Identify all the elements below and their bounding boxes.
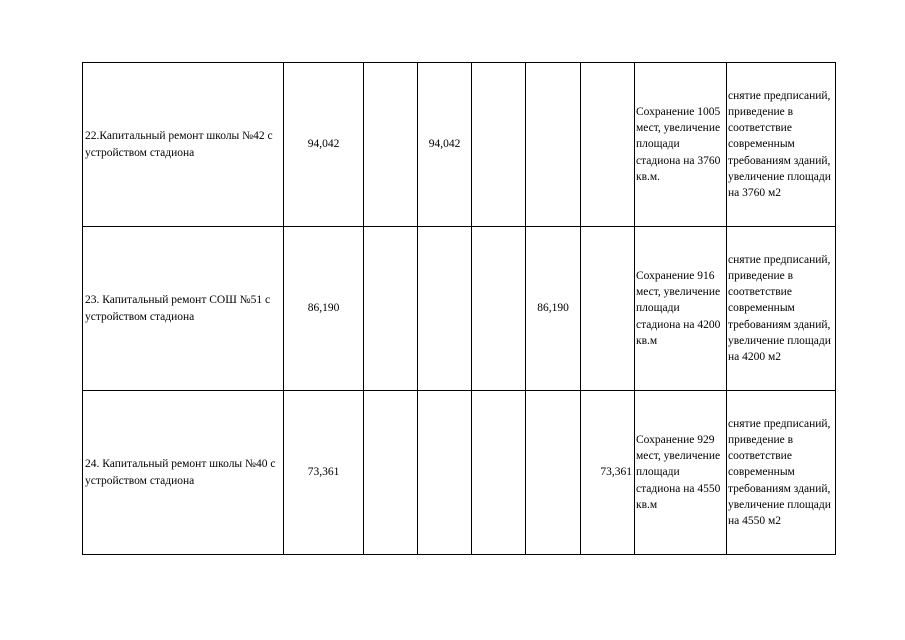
- program-table: [82, 62, 836, 555]
- row-name-cell: 23. Капитальный ремонт СОШ №51 с устройством стадиона: [83, 227, 284, 391]
- row-name-cell: 22.Капитальный ремонт школы №42 с устройством стадиона: [83, 63, 284, 227]
- row-col6-cell: [581, 63, 635, 227]
- row-col5-cell: 86,190: [526, 227, 581, 391]
- row-total-cell: 73,361: [284, 391, 364, 555]
- row-total-cell: 94,042: [284, 63, 364, 227]
- row-col3-cell: [418, 227, 472, 391]
- row-result-cell: Сохранение 1005 мест, увеличение площади стадиона на 3760 кв.м.: [635, 63, 727, 227]
- row-result-cell: Сохранение 916 мест, увеличение площади стадиона на 4200 кв.м: [635, 227, 727, 391]
- row-name-cell: 24. Капитальный ремонт школы №40 с устройством стадиона: [83, 391, 284, 555]
- row-purpose-cell: снятие предписаний, приведение в соответствие современным требованиям зданий, увеличение площади на 4550 м2: [727, 391, 836, 555]
- row-col2-cell: [364, 391, 418, 555]
- row-col6-cell: [581, 227, 635, 391]
- row-col4-cell: [472, 227, 526, 391]
- row-col4-cell: [472, 391, 526, 555]
- row-col4-cell: [472, 63, 526, 227]
- row-col3-cell: 94,042: [418, 63, 472, 227]
- row-result-cell: Сохранение 929 мест, увеличение площади стадиона на 4550 кв.м: [635, 391, 727, 555]
- row-col5-cell: [526, 391, 581, 555]
- row-col3-cell: [418, 391, 472, 555]
- row-col2-cell: [364, 227, 418, 391]
- table-row: [83, 227, 836, 391]
- row-col6-cell: 73,361: [581, 391, 635, 555]
- table-row: [83, 63, 836, 227]
- row-purpose-cell: снятие предписаний, приведение в соответствие современным требованиям зданий, увеличение площади на 4200 м2: [727, 227, 836, 391]
- row-purpose-cell: снятие предписаний, приведение в соответствие современным требованиям зданий, увеличение площади на 3760 м2: [727, 63, 836, 227]
- table-row: [83, 391, 836, 555]
- row-col2-cell: [364, 63, 418, 227]
- row-col5-cell: [526, 63, 581, 227]
- row-total-cell: 86,190: [284, 227, 364, 391]
